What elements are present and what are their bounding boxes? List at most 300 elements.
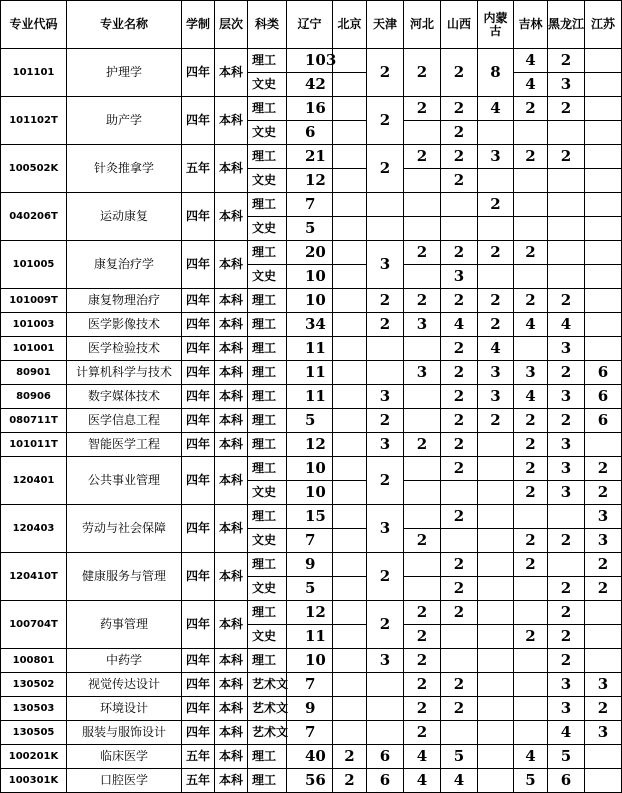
quota-cell [548, 169, 585, 193]
major-duration: 四年 [182, 313, 215, 337]
table-row [1, 241, 622, 265]
major-code: 100704T [1, 601, 67, 649]
major-duration: 四年 [182, 409, 215, 433]
quota-cell [548, 241, 585, 265]
quota-cell [333, 313, 367, 337]
quota-cell [514, 169, 548, 193]
quota-cell [585, 289, 622, 313]
quota-cell: 2 [585, 457, 622, 481]
quota-cell: 2 [404, 649, 441, 673]
quota-cell [585, 745, 622, 769]
subject-category: 文史 [248, 625, 287, 649]
major-code: 101009T [1, 289, 67, 313]
major-duration: 四年 [182, 193, 215, 241]
quota-cell: 7 [287, 673, 333, 697]
quota-cell [333, 49, 367, 73]
quota-cell [514, 193, 548, 217]
quota-cell: 2 [514, 409, 548, 433]
subject-category: 理工 [248, 505, 287, 529]
quota-cell: 4 [514, 49, 548, 73]
quota-cell [333, 385, 367, 409]
quota-cell [585, 49, 622, 73]
major-level: 本科 [215, 241, 248, 289]
quota-cell: 2 [548, 601, 585, 625]
quota-cell: 2 [441, 241, 478, 265]
quota-cell: 3 [548, 457, 585, 481]
quota-cell [333, 481, 367, 505]
table-row [1, 745, 622, 769]
quota-cell: 2 [441, 337, 478, 361]
quota-cell: 2 [548, 577, 585, 601]
quota-cell: 2 [367, 49, 404, 97]
quota-cell [367, 337, 404, 361]
quota-cell [367, 193, 404, 217]
quota-cell: 5 [441, 745, 478, 769]
table-row [1, 673, 622, 697]
major-duration: 四年 [182, 553, 215, 601]
quota-cell: 2 [404, 97, 441, 121]
quota-cell [514, 505, 548, 529]
major-level: 本科 [215, 409, 248, 433]
subject-category: 文史 [248, 217, 287, 241]
quota-cell: 2 [441, 601, 478, 625]
quota-cell [441, 193, 478, 217]
quota-cell [404, 505, 441, 529]
quota-cell: 2 [441, 697, 478, 721]
subject-category: 文史 [248, 481, 287, 505]
quota-cell [441, 217, 478, 241]
subject-category: 理工 [248, 289, 287, 313]
quota-cell: 3 [441, 265, 478, 289]
quota-cell [367, 721, 404, 745]
quota-cell [478, 505, 514, 529]
quota-cell: 3 [514, 361, 548, 385]
quota-cell [333, 433, 367, 457]
quota-cell [585, 265, 622, 289]
quota-cell: 3 [548, 433, 585, 457]
quota-cell: 2 [585, 553, 622, 577]
major-level: 本科 [215, 721, 248, 745]
quota-cell: 2 [441, 505, 478, 529]
quota-cell: 4 [514, 313, 548, 337]
major-level: 本科 [215, 457, 248, 505]
table-row [1, 433, 622, 457]
quota-cell: 2 [514, 241, 548, 265]
quota-cell [404, 409, 441, 433]
quota-cell: 6 [287, 121, 333, 145]
quota-cell: 3 [548, 481, 585, 505]
table-body [1, 49, 622, 793]
header-code: 专业代码 [1, 1, 67, 49]
subject-category: 理工 [248, 649, 287, 673]
major-level: 本科 [215, 601, 248, 649]
quota-cell [333, 121, 367, 145]
quota-cell [548, 121, 585, 145]
quota-cell: 10 [287, 649, 333, 673]
quota-cell [548, 217, 585, 241]
quota-cell: 2 [404, 145, 441, 169]
quota-cell: 11 [287, 337, 333, 361]
major-duration: 四年 [182, 649, 215, 673]
major-level: 本科 [215, 337, 248, 361]
major-duration: 五年 [182, 745, 215, 769]
table-row [1, 409, 622, 433]
table-row [1, 505, 622, 529]
table-row [1, 385, 622, 409]
quota-cell: 6 [585, 361, 622, 385]
quota-cell: 2 [441, 673, 478, 697]
quota-cell: 3 [585, 673, 622, 697]
quota-cell [585, 625, 622, 649]
major-name: 环境设计 [67, 697, 182, 721]
quota-cell: 6 [585, 385, 622, 409]
quota-cell [333, 457, 367, 481]
quota-cell: 3 [367, 385, 404, 409]
quota-cell: 2 [367, 409, 404, 433]
quota-cell [585, 601, 622, 625]
quota-cell: 9 [287, 697, 333, 721]
quota-cell: 2 [548, 361, 585, 385]
quota-cell [585, 433, 622, 457]
quota-cell: 2 [585, 697, 622, 721]
major-code: 130505 [1, 721, 67, 745]
major-name: 临床医学 [67, 745, 182, 769]
quota-cell [548, 265, 585, 289]
quota-cell: 11 [287, 625, 333, 649]
quota-cell: 2 [548, 97, 585, 121]
quota-cell: 2 [441, 97, 478, 121]
major-code: 80906 [1, 385, 67, 409]
major-level: 本科 [215, 289, 248, 313]
quota-cell [514, 121, 548, 145]
quota-cell: 4 [514, 745, 548, 769]
quota-cell: 2 [478, 409, 514, 433]
quota-cell: 2 [478, 289, 514, 313]
quota-cell: 11 [287, 385, 333, 409]
quota-cell: 4 [441, 313, 478, 337]
table-row [1, 721, 622, 745]
major-name: 中药学 [67, 649, 182, 673]
quota-cell [478, 481, 514, 505]
header-province: 辽宁 [287, 1, 333, 49]
major-level: 本科 [215, 745, 248, 769]
major-code: 101003 [1, 313, 67, 337]
quota-cell: 2 [441, 577, 478, 601]
header-duration: 学制 [182, 1, 215, 49]
quota-cell [404, 385, 441, 409]
quota-cell [333, 409, 367, 433]
quota-cell: 4 [548, 313, 585, 337]
quota-cell [478, 553, 514, 577]
quota-cell [333, 529, 367, 553]
header-province: 河北 [404, 1, 441, 49]
header-province: 黑龙江 [548, 1, 585, 49]
subject-category: 理工 [248, 193, 287, 217]
quota-cell: 2 [514, 457, 548, 481]
quota-cell [585, 217, 622, 241]
quota-cell [367, 673, 404, 697]
major-level: 本科 [215, 505, 248, 553]
quota-cell [585, 313, 622, 337]
major-level: 本科 [215, 769, 248, 793]
quota-cell: 2 [441, 553, 478, 577]
subject-category: 理工 [248, 553, 287, 577]
header-province: 吉林 [514, 1, 548, 49]
major-name: 助产学 [67, 97, 182, 145]
quota-cell: 2 [367, 601, 404, 649]
major-name: 劳动与社会保障 [67, 505, 182, 553]
quota-cell: 2 [514, 529, 548, 553]
quota-cell: 2 [367, 97, 404, 145]
quota-cell: 5 [287, 577, 333, 601]
subject-category: 理工 [248, 49, 287, 73]
header-row [1, 1, 622, 49]
quota-cell: 2 [404, 721, 441, 745]
quota-cell: 5 [514, 769, 548, 793]
quota-cell: 3 [585, 721, 622, 745]
quota-cell [404, 265, 441, 289]
quota-cell: 16 [287, 97, 333, 121]
quota-cell [478, 649, 514, 673]
quota-cell: 15 [287, 505, 333, 529]
quota-cell: 2 [441, 457, 478, 481]
quota-cell [333, 697, 367, 721]
major-name: 智能医学工程 [67, 433, 182, 457]
quota-cell [367, 217, 404, 241]
major-level: 本科 [215, 697, 248, 721]
header-province: 江苏 [585, 1, 622, 49]
quota-cell: 2 [333, 769, 367, 793]
table-row [1, 49, 622, 73]
quota-cell [333, 625, 367, 649]
subject-category: 理工 [248, 385, 287, 409]
quota-cell [333, 289, 367, 313]
major-level: 本科 [215, 313, 248, 337]
quota-cell: 2 [548, 625, 585, 649]
quota-cell [585, 97, 622, 121]
quota-cell: 8 [478, 49, 514, 97]
major-name: 康复治疗学 [67, 241, 182, 289]
table-row [1, 193, 622, 217]
quota-cell [404, 457, 441, 481]
quota-cell: 3 [367, 649, 404, 673]
quota-cell: 2 [367, 289, 404, 313]
quota-cell [585, 145, 622, 169]
quota-cell: 2 [333, 745, 367, 769]
quota-cell [333, 721, 367, 745]
major-duration: 四年 [182, 361, 215, 385]
quota-cell: 2 [441, 145, 478, 169]
quota-cell: 2 [478, 313, 514, 337]
subject-category: 理工 [248, 313, 287, 337]
major-duration: 四年 [182, 289, 215, 313]
major-code: 101005 [1, 241, 67, 289]
quota-cell [585, 73, 622, 97]
quota-cell: 2 [404, 49, 441, 97]
quota-cell [514, 217, 548, 241]
quota-cell: 4 [514, 73, 548, 97]
quota-cell: 6 [585, 409, 622, 433]
major-level: 本科 [215, 49, 248, 97]
quota-cell [548, 193, 585, 217]
quota-cell: 20 [287, 241, 333, 265]
quota-cell: 4 [404, 769, 441, 793]
quota-cell [333, 73, 367, 97]
table-row [1, 337, 622, 361]
quota-cell [333, 673, 367, 697]
quota-cell: 10 [287, 265, 333, 289]
subject-category: 文史 [248, 265, 287, 289]
major-code: 130502 [1, 673, 67, 697]
quota-cell: 2 [404, 673, 441, 697]
subject-category: 文史 [248, 577, 287, 601]
quota-cell [333, 145, 367, 169]
quota-cell: 42 [287, 73, 333, 97]
major-name: 运动康复 [67, 193, 182, 241]
major-duration: 四年 [182, 241, 215, 289]
major-name: 服装与服饰设计 [67, 721, 182, 745]
major-name: 公共事业管理 [67, 457, 182, 505]
quota-cell: 2 [441, 385, 478, 409]
quota-cell: 4 [514, 385, 548, 409]
subject-category: 理工 [248, 745, 287, 769]
quota-cell [548, 553, 585, 577]
quota-cell [404, 121, 441, 145]
subject-category: 艺术文 [248, 721, 287, 745]
major-name: 计算机科学与技术 [67, 361, 182, 385]
quota-cell: 2 [404, 697, 441, 721]
quota-cell: 5 [287, 409, 333, 433]
major-code: 120401 [1, 457, 67, 505]
major-duration: 四年 [182, 337, 215, 361]
quota-cell [585, 121, 622, 145]
quota-cell: 2 [367, 313, 404, 337]
quota-cell [478, 121, 514, 145]
quota-cell: 2 [404, 433, 441, 457]
quota-cell [478, 433, 514, 457]
major-name: 针灸推拿学 [67, 145, 182, 193]
quota-cell [333, 97, 367, 121]
quota-cell: 4 [404, 745, 441, 769]
quota-cell [404, 193, 441, 217]
quota-cell [514, 649, 548, 673]
quota-cell [478, 529, 514, 553]
major-duration: 四年 [182, 601, 215, 649]
quota-cell [333, 241, 367, 265]
table-row [1, 697, 622, 721]
quota-cell [514, 577, 548, 601]
quota-cell [333, 601, 367, 625]
quota-cell: 3 [478, 145, 514, 169]
quota-cell [404, 337, 441, 361]
quota-cell: 5 [287, 217, 333, 241]
subject-category: 文史 [248, 121, 287, 145]
quota-cell: 4 [548, 721, 585, 745]
table-row [1, 289, 622, 313]
major-code: 101102T [1, 97, 67, 145]
major-name: 医学信息工程 [67, 409, 182, 433]
quota-cell: 6 [367, 769, 404, 793]
header-level: 层次 [215, 1, 248, 49]
major-level: 本科 [215, 673, 248, 697]
quota-cell: 2 [404, 241, 441, 265]
quota-cell [478, 673, 514, 697]
quota-cell: 4 [478, 337, 514, 361]
quota-cell [367, 697, 404, 721]
major-code: 101101 [1, 49, 67, 97]
table-row [1, 145, 622, 169]
quota-cell: 34 [287, 313, 333, 337]
quota-cell [441, 649, 478, 673]
quota-cell: 11 [287, 361, 333, 385]
quota-cell: 3 [548, 673, 585, 697]
major-name: 视觉传达设计 [67, 673, 182, 697]
quota-cell [333, 361, 367, 385]
table-row [1, 313, 622, 337]
quota-cell: 40 [287, 745, 333, 769]
quota-cell: 3 [585, 505, 622, 529]
quota-cell [333, 505, 367, 529]
quota-cell [478, 769, 514, 793]
quota-cell [478, 217, 514, 241]
quota-cell: 2 [514, 289, 548, 313]
quota-cell: 2 [367, 457, 404, 505]
quota-cell [585, 169, 622, 193]
quota-cell: 21 [287, 145, 333, 169]
major-code: 101001 [1, 337, 67, 361]
quota-cell: 3 [548, 697, 585, 721]
table-row [1, 553, 622, 577]
quota-cell [441, 529, 478, 553]
quota-cell: 3 [585, 529, 622, 553]
quota-cell: 2 [441, 289, 478, 313]
quota-cell: 3 [404, 361, 441, 385]
quota-cell [514, 721, 548, 745]
quota-cell: 7 [287, 721, 333, 745]
quota-cell: 12 [287, 601, 333, 625]
quota-cell: 2 [514, 145, 548, 169]
quota-cell [478, 169, 514, 193]
quota-cell: 2 [367, 145, 404, 193]
major-duration: 四年 [182, 673, 215, 697]
major-code: 100502K [1, 145, 67, 193]
major-duration: 四年 [182, 505, 215, 553]
major-code: 130503 [1, 697, 67, 721]
quota-cell: 2 [441, 49, 478, 97]
major-level: 本科 [215, 649, 248, 673]
major-code: 120403 [1, 505, 67, 553]
quota-cell: 10 [287, 481, 333, 505]
header-name: 专业名称 [67, 1, 182, 49]
major-code: 100301K [1, 769, 67, 793]
quota-cell: 4 [478, 97, 514, 121]
header-province: 内蒙古 [478, 1, 514, 49]
major-duration: 四年 [182, 97, 215, 145]
quota-cell: 2 [548, 409, 585, 433]
quota-cell: 12 [287, 169, 333, 193]
quota-cell: 3 [548, 73, 585, 97]
major-name: 口腔医学 [67, 769, 182, 793]
quota-cell: 2 [478, 193, 514, 217]
subject-category: 文史 [248, 529, 287, 553]
quota-cell [367, 361, 404, 385]
quota-cell [333, 169, 367, 193]
header-category: 科类 [248, 1, 287, 49]
quota-cell [585, 193, 622, 217]
major-duration: 四年 [182, 457, 215, 505]
quota-cell [404, 577, 441, 601]
header-province: 天津 [367, 1, 404, 49]
